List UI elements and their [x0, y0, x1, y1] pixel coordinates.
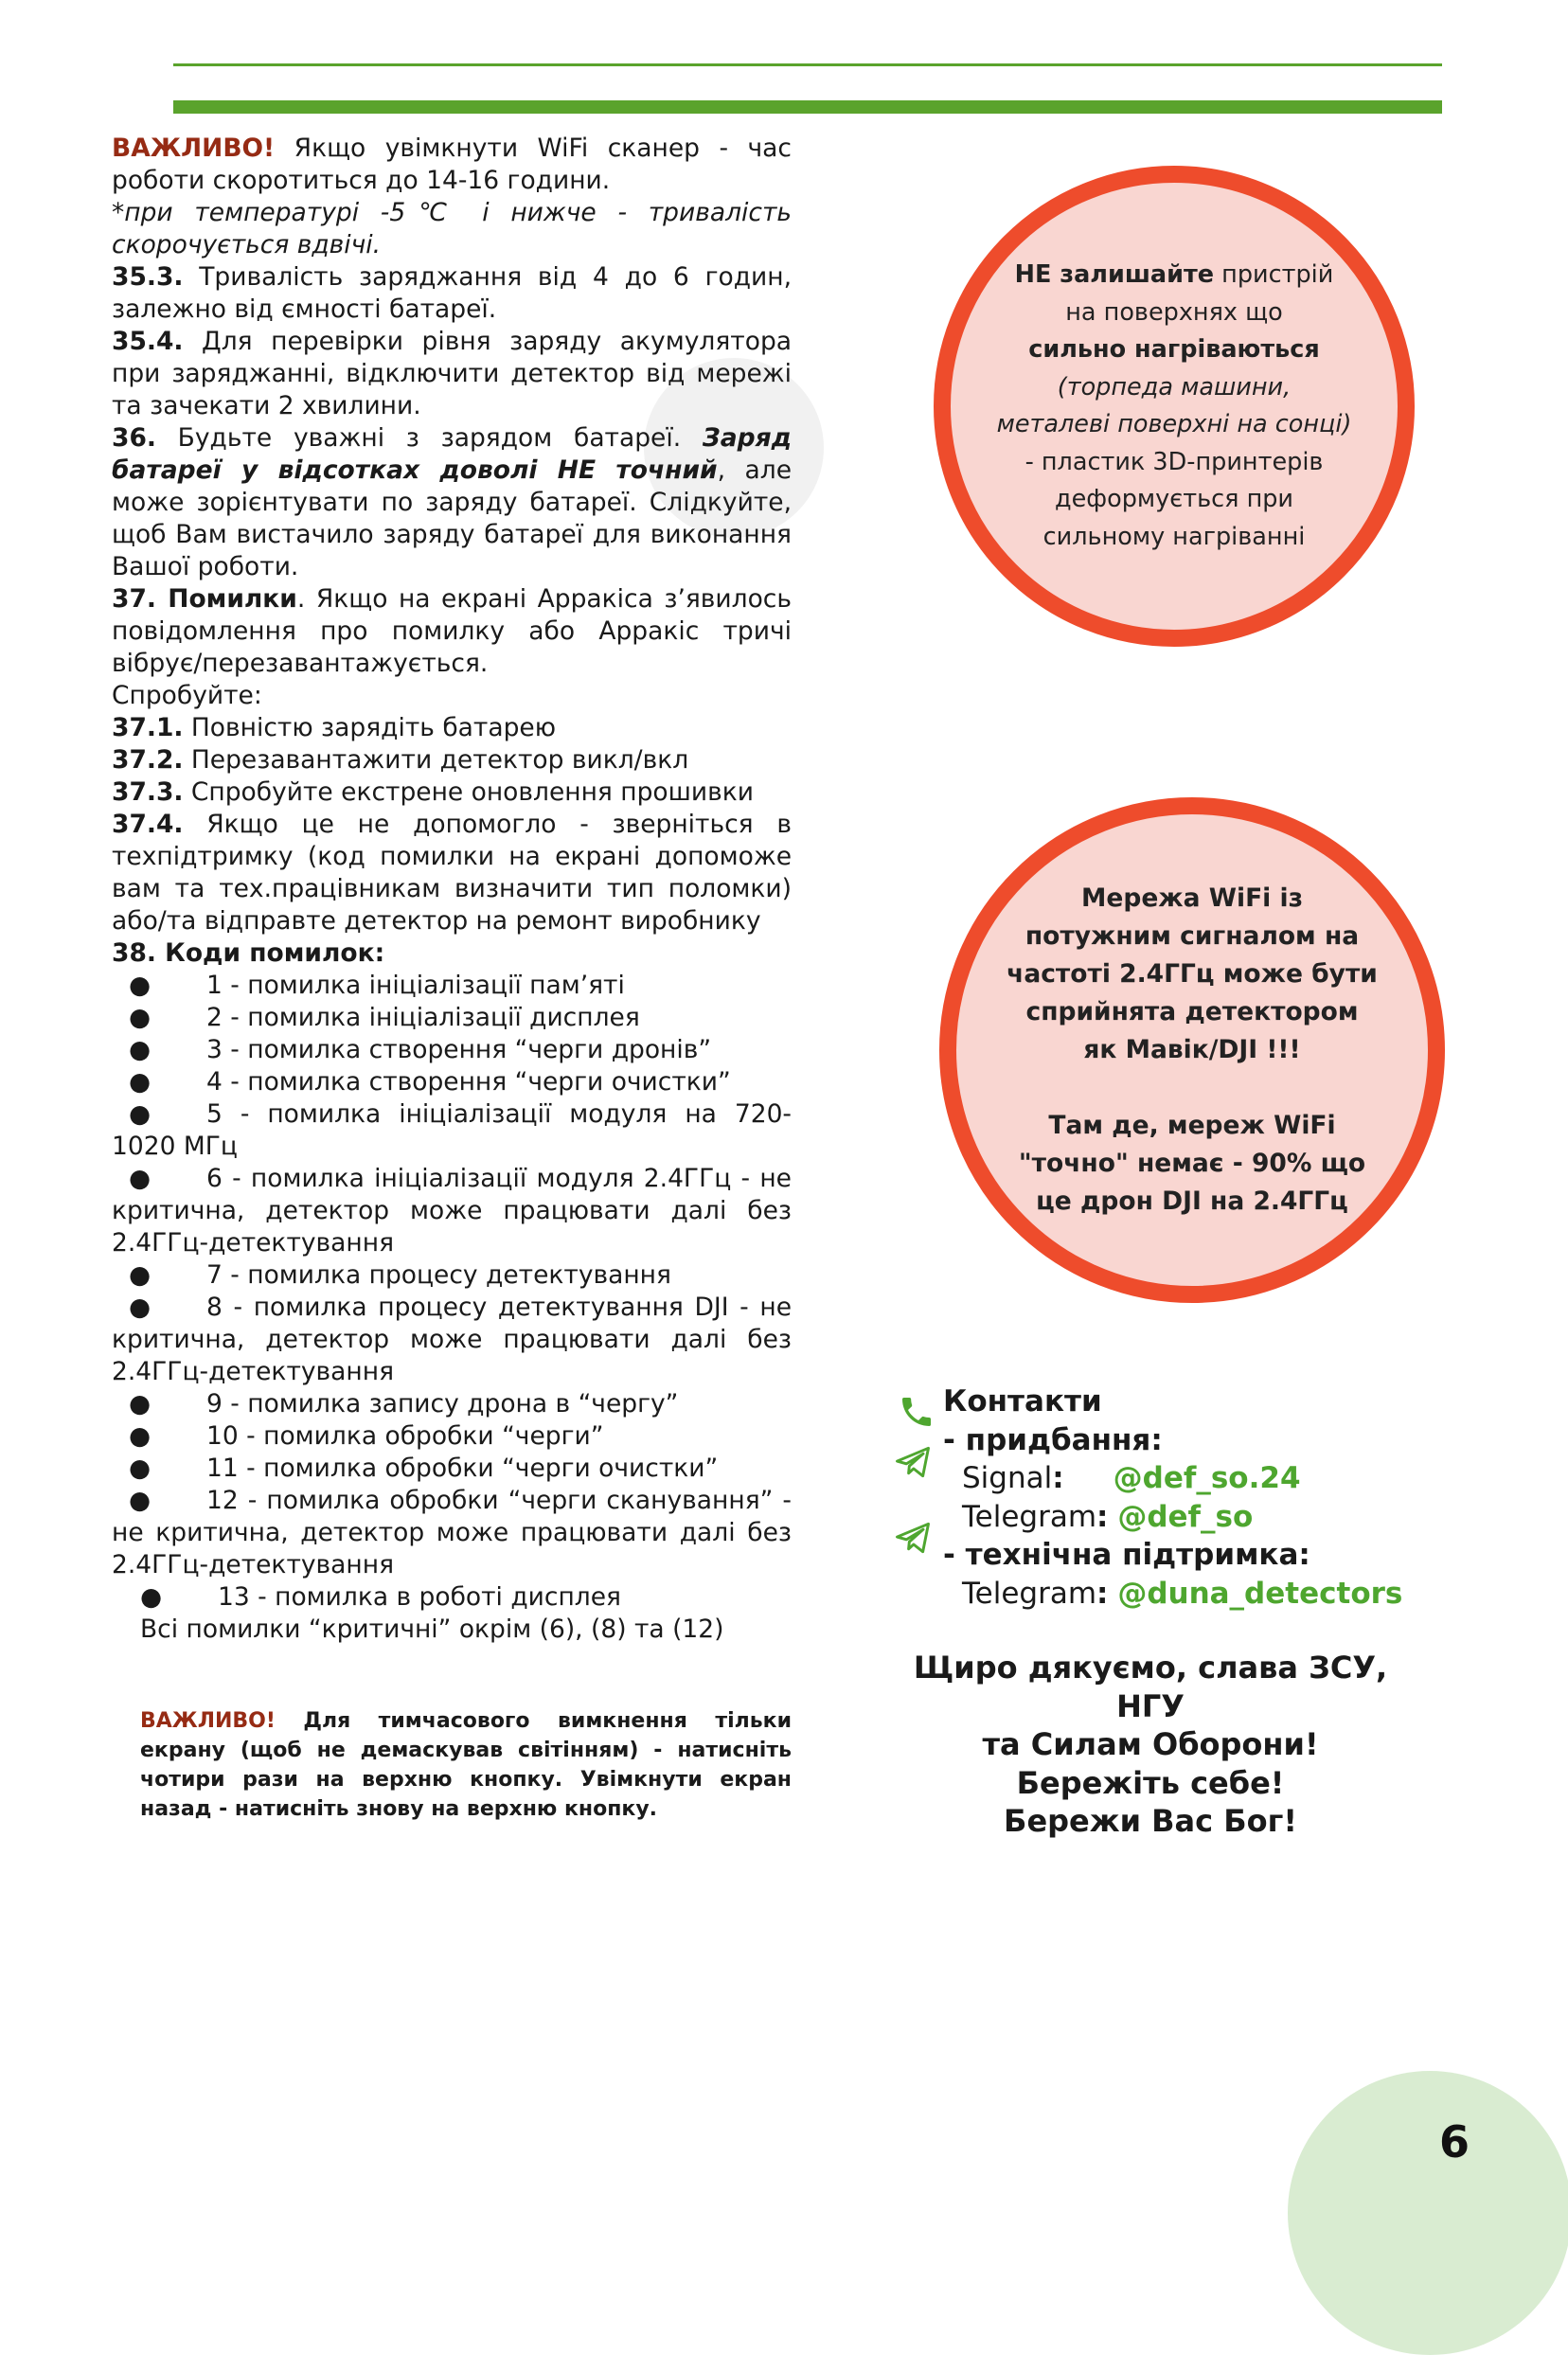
- phone-icon: [898, 1392, 935, 1432]
- try-label: Спробуйте:: [112, 681, 262, 710]
- circle-line: - пластик 3D-принтерів: [1025, 447, 1324, 476]
- circle-line: (торпеда машини,: [1057, 372, 1292, 401]
- support-telegram-row: Telegram: @duna_detectors: [962, 1576, 1403, 1611]
- list-item: ● 13 - помилка в роботі дисплея: [140, 1582, 621, 1612]
- circle-line: сприйнята детектором: [1025, 997, 1359, 1026]
- contacts-block: [943, 1383, 1402, 1613]
- list-item: ● 7 - помилка процесу детектування: [129, 1260, 671, 1290]
- list-item: ● 4 - помилка створення “черги очистки”: [129, 1067, 731, 1097]
- telegram-icon: [890, 1517, 935, 1559]
- paragraph-35-4: 35.4. Для перевірки рівня заряду акумулятора при заряджанні, відключити детектор від мережі та зачекати 2 хвилини.: [112, 327, 792, 420]
- error-codes-title: 38. Коди помилок:: [112, 938, 385, 968]
- list-item: ● 5 - помилка ініціалізації модуля на 720-1020 МГц: [112, 1099, 792, 1161]
- thanks-line: та Силам Оборони!: [982, 1726, 1319, 1762]
- circle-line: Там де, мереж WiFi: [1048, 1111, 1336, 1140]
- buy-label: - придбання:: [943, 1422, 1163, 1457]
- support-handle-link[interactable]: @duna_detectors: [1117, 1576, 1403, 1611]
- warning-circle-heat: [934, 166, 1415, 647]
- telegram-icon: [890, 1441, 935, 1483]
- page-number: 6: [1439, 2116, 1470, 2168]
- top-rule-thick: [173, 100, 1442, 114]
- thanks-line: Бережіть себе!: [1016, 1764, 1285, 1801]
- telegram-handle-link[interactable]: @def_so: [1117, 1499, 1254, 1534]
- circle-line: металеві поверхні на сонці): [996, 410, 1352, 438]
- left-column: [112, 133, 792, 1646]
- paragraph-35-3: 35.3. Тривалість заряджання від 4 до 6 годин, залежно від ємності батареї.: [112, 262, 792, 324]
- circle-line: сильно нагріваються: [1028, 335, 1320, 364]
- thanks-block: [881, 1649, 1420, 1841]
- circle-line: "точно" немає - 90% що: [1018, 1149, 1366, 1178]
- list-item: ● 3 - помилка створення “черги дронів”: [129, 1035, 712, 1064]
- list-item: ● 2 - помилка ініціалізації дисплея: [129, 1003, 640, 1032]
- circle-line: НЕ залишайте пристрій: [1014, 260, 1334, 289]
- warning-circle-wifi: [939, 797, 1445, 1303]
- circle-line: як Мавік/DJI !!!: [1083, 1035, 1301, 1064]
- telegram-row: Telegram: @def_so: [962, 1499, 1254, 1534]
- important-paragraph: ВАЖЛИВО! Якщо увімкнути WiFi сканер - час роботи скоротиться до 14-16 години.: [112, 134, 792, 195]
- thanks-line: Бережи Вас Бог!: [1004, 1803, 1297, 1839]
- circle-line: частоті 2.4ГГц може бути: [1007, 959, 1378, 989]
- list-item: ● 10 - помилка обробки “черги”: [129, 1421, 604, 1451]
- list-item: ● 9 - помилка запису дрона в “чергу”: [129, 1389, 679, 1418]
- temperature-note: *при температурі -5℃ і нижче - тривалість скорочується вдвічі.: [112, 198, 792, 259]
- signal-row: Signal: @def_so.24: [962, 1461, 1301, 1495]
- circle-line: потужним сигналом на: [1025, 921, 1360, 951]
- list-item: ● 1 - помилка ініціалізації пам’яті: [129, 971, 625, 1000]
- paragraph-37: 37. Помилки. Якщо на екрані Арракіса з’явилось повідомлення про помилку або Арракіс тричі вібрує/перезавантажується.: [112, 584, 792, 678]
- circle-line: це дрон DJI на 2.4ГГц: [1036, 1186, 1348, 1216]
- paragraph-36: 36. Будьте уважні з зарядом батареї. Заряд батареї у відсотках доволі НЕ точний, але може зорієнтувати по заряду батареї. Слідкуйте, щоб Вам вистачило заряду батареї для виконання Вашої роботи.: [112, 423, 792, 581]
- paragraph-37-1: 37.1. Повністю зарядіть батарею: [112, 713, 557, 742]
- circle-line: сильному нагріванні: [1042, 522, 1306, 551]
- list-item: ● 11 - помилка обробки “черги очистки”: [129, 1454, 719, 1483]
- top-rule-thin: [173, 63, 1442, 66]
- list-item: ● 12 - помилка обробки “черги сканування” - не критична, детектор може працювати далі без 2.4ГГц-детектування: [112, 1486, 792, 1579]
- list-item: ● 6 - помилка ініціалізації модуля 2.4ГГц - не критична, детектор може працювати далі без 2.4ГГц-детектування: [112, 1164, 792, 1258]
- list-item: ● 8 - помилка процесу детектування DJI - не критична, детектор може працювати далі без 2.4ГГц-детектування: [112, 1293, 792, 1386]
- page-number-circle: [1288, 2071, 1568, 2355]
- circle-line: на поверхнях що: [1065, 297, 1283, 327]
- paragraph-37-3: 37.3. Спробуйте екстрене оновлення прошивки: [112, 777, 754, 807]
- thanks-line: Щиро дякуємо, слава ЗСУ, НГУ: [913, 1650, 1388, 1724]
- circle-line: деформується при: [1054, 485, 1293, 513]
- important-screen-note: ВАЖЛИВО! Для тимчасового вимкнення тільки екрану (щоб не демаскував світінням) - натисніть чотири рази на верхню кнопку. Увімкнути екран назад - натисніть знову на верхню кнопку.: [140, 1709, 792, 1821]
- paragraph-37-2: 37.2. Перезавантажити детектор викл/вкл: [112, 745, 689, 775]
- critical-note: Всі помилки “критичні” окрім (6), (8) та (12): [140, 1615, 724, 1644]
- signal-handle-link[interactable]: @def_so.24: [1113, 1461, 1301, 1495]
- contacts-title: Контакти: [943, 1384, 1102, 1418]
- circle-line: Мережа WiFi із: [1081, 883, 1303, 913]
- paragraph-37-4: 37.4. Якщо це не допомогло - зверніться в техпідтримку (код помилки на екрані допоможе вам та тех.працівникам визначити тип поломки) або/та відправте детектор на ремонт виробнику: [112, 810, 792, 936]
- support-label: - технічна підтримка:: [943, 1538, 1310, 1572]
